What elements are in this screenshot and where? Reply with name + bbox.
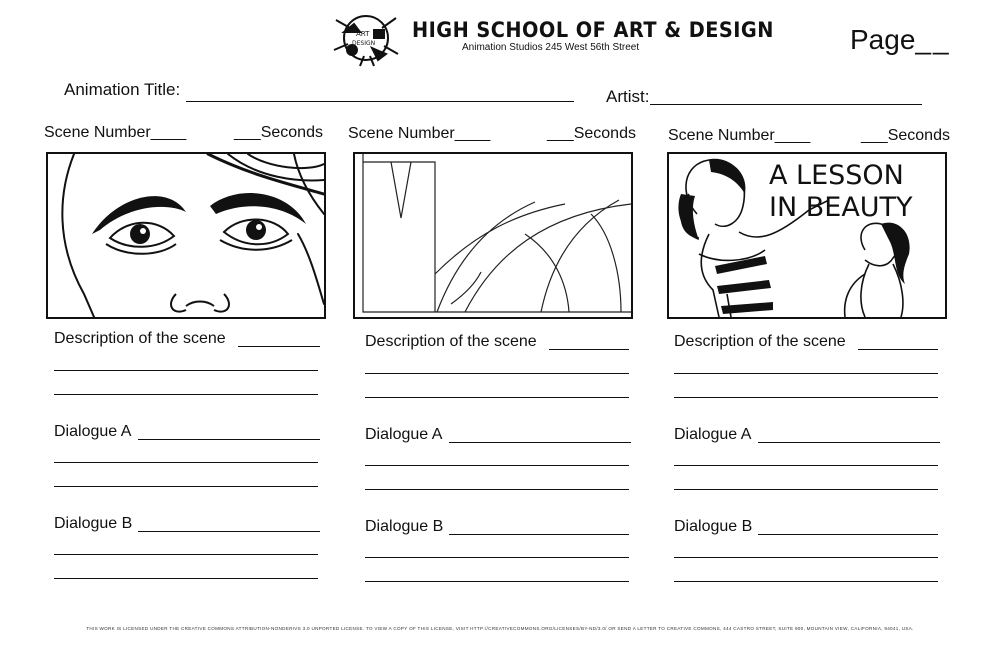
scene-3-dialogue-a-line-2[interactable] — [674, 465, 938, 466]
scene-3-dialogue-a-line-3[interactable] — [674, 489, 938, 490]
scene-1-description-line-3[interactable] — [54, 394, 318, 395]
panel-text-line-2: IN BEAUTY — [769, 192, 913, 223]
scene-1-dialogue-b-label: Dialogue B — [54, 515, 133, 532]
scene-3-dialogue-b-line-3[interactable] — [674, 581, 938, 582]
scene-2-dialogue-b-label: Dialogue B — [365, 518, 444, 535]
panel-text-line-1: A LESSON — [769, 160, 904, 191]
scene-1-dialogue-b-line-3[interactable] — [54, 578, 318, 579]
scene-3-description-label: Description of the scene — [674, 333, 846, 350]
animation-title-label: Animation Title: — [64, 80, 181, 99]
scene-2-dialogue-b-line-2[interactable] — [365, 557, 629, 558]
scene-1-dialogue-b-line-2[interactable] — [54, 554, 318, 555]
svg-text:ART: ART — [356, 30, 370, 38]
scene-2-panel[interactable] — [353, 152, 633, 319]
scene-2-dialogue-b-line-1[interactable] — [449, 534, 629, 535]
scene-1-dialogue-a-line-1[interactable] — [138, 439, 320, 440]
scene-3-panel[interactable] — [667, 152, 947, 319]
school-name: HIGH SCHOOL OF ART & DESIGN — [412, 18, 774, 42]
scene-2-description-line-3[interactable] — [365, 397, 629, 398]
scene-2-dialogue-a-label: Dialogue A — [365, 426, 443, 443]
scene-2-dialogue-a-line-3[interactable] — [365, 489, 629, 490]
artist-label: Artist: — [606, 87, 650, 106]
scene-2-seconds[interactable]: ___Seconds — [547, 125, 636, 142]
scene-1-dialogue-a-line-3[interactable] — [54, 486, 318, 487]
scene-3-dialogue-b-line-1[interactable] — [758, 534, 938, 535]
scene-3-description-line-3[interactable] — [674, 397, 938, 398]
scene-2-number[interactable]: Scene Number____ — [348, 125, 491, 142]
scene-1-description-line-2[interactable] — [54, 370, 318, 371]
scene-2-dialogue-a-line-2[interactable] — [365, 465, 629, 466]
scene-1-description-label: Description of the scene — [54, 330, 226, 347]
scene-1-description-line-1[interactable] — [238, 346, 320, 347]
school-address: Animation Studios 245 West 56th Street — [462, 42, 640, 53]
scene-3-seconds[interactable]: ___Seconds — [861, 127, 950, 144]
svg-text:DESIGN: DESIGN — [352, 40, 376, 47]
scene-2-dialogue-a-line-1[interactable] — [449, 442, 631, 443]
scene-2-dialogue-b-line-3[interactable] — [365, 581, 629, 582]
lesson-in-beauty-sketch — [669, 154, 945, 317]
scene-1-dialogue-a-label: Dialogue A — [54, 423, 132, 440]
scene-1-dialogue-a-line-2[interactable] — [54, 462, 318, 463]
scene-1-dialogue-b-line-1[interactable] — [138, 531, 320, 532]
scene-3-number[interactable]: Scene Number____ — [668, 127, 811, 144]
face-closeup-sketch — [48, 154, 324, 317]
arches-sketch — [355, 154, 631, 317]
page-number-field[interactable] — [850, 24, 951, 56]
animation-title-line[interactable] — [186, 101, 574, 102]
scene-2-description-line-2[interactable] — [365, 373, 629, 374]
scene-3-dialogue-a-line-1[interactable] — [758, 442, 940, 443]
scene-3-description-line-2[interactable] — [674, 373, 938, 374]
license-footer: THIS WORK IS LICENSED UNDER THE CREATIVE COMMONS ATTRIBUTION-NONDERIVS 3.0 UNPORTED LICENSE. TO VIEW A COPY OF THIS LICENSE, VISIT HTTP://CREATIVECOMMONS.ORG/LICENSES/BY-ND/3.0/ OR SEND A LETTER TO CREATIVE COMMONS, 444 CASTRO STREET, SUITE 900, MOUNTAIN VIEW, CALIFORNIA, 94041, USA. — [86, 626, 914, 631]
artist-line[interactable] — [650, 104, 922, 105]
school-logo — [330, 10, 402, 68]
page-blank: __ — [915, 24, 951, 55]
scene-1-seconds[interactable]: ___Seconds — [234, 124, 323, 141]
scene-3-dialogue-a-label: Dialogue A — [674, 426, 752, 443]
scene-1-number[interactable]: Scene Number____ — [44, 124, 187, 141]
scene-3-dialogue-b-line-2[interactable] — [674, 557, 938, 558]
scene-1-panel[interactable] — [46, 152, 326, 319]
scene-2-description-label: Description of the scene — [365, 333, 537, 350]
page-label: Page — [850, 24, 916, 55]
scene-3-dialogue-b-label: Dialogue B — [674, 518, 753, 535]
scene-2-description-line-1[interactable] — [549, 349, 629, 350]
scene-3-description-line-1[interactable] — [858, 349, 938, 350]
